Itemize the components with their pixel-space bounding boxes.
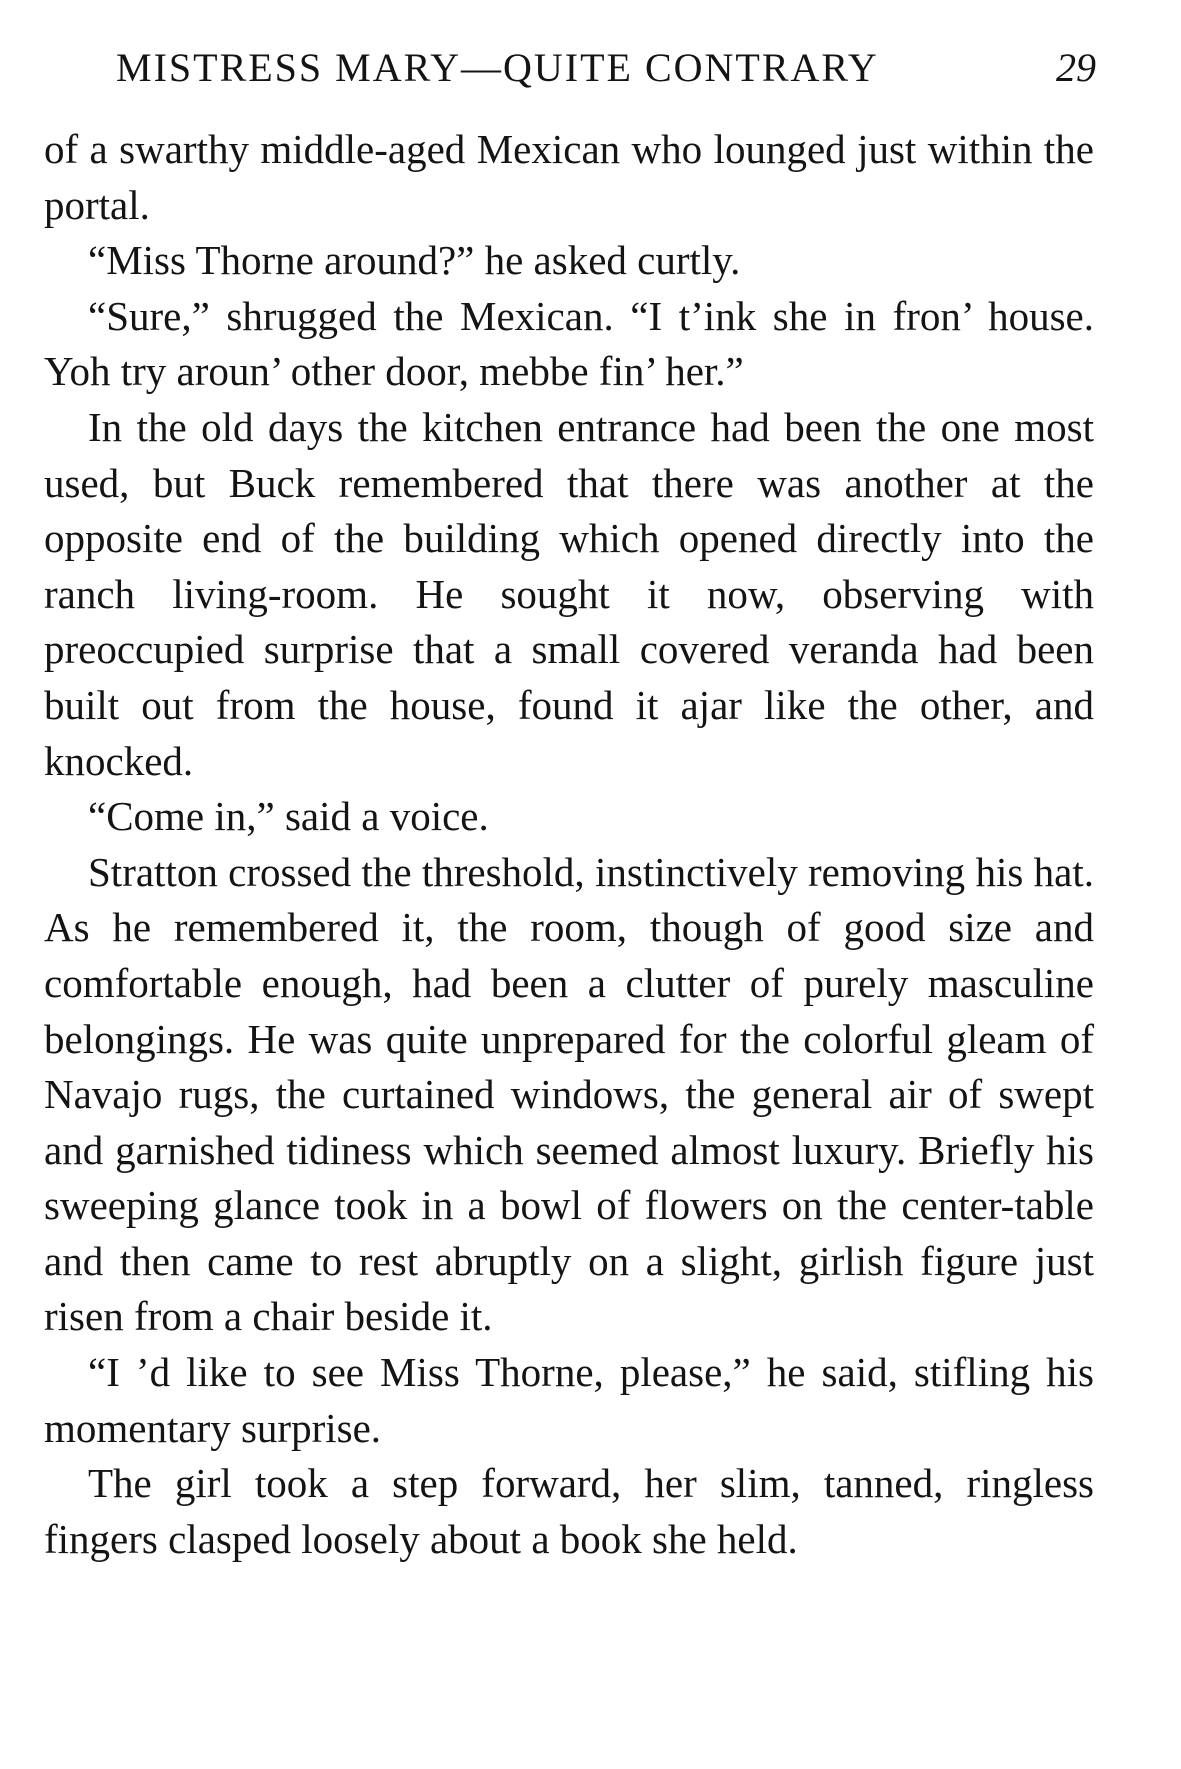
running-head-title: MISTRESS MARY—QUITE CONTRARY (116, 45, 879, 90)
paragraph: The girl took a step forward, her slim, tanned, ringless fingers clasped loosely about a book she held. (44, 1460, 1094, 1562)
paragraph: Stratton crossed the threshold, instinctively removing his hat. As he remembered it, the room, though of good size and comfortable enough, had been a clutter of purely masculine belongings. He was quite unprepared for the colorful gleam of Navajo rugs, the curtained windows, the general air of swept and garnished tidiness which seemed almost luxury. Briefly his sweeping glance took in a bowl of flowers on the center-table and then came to rest abruptly on a slight, girlish figure just risen from a chair beside it. (44, 848, 1094, 1340)
paragraph: In the old days the kitchen entrance had been the one most used, but Buck remembered that there was another at the opposite end of the building which opened directly into the ranch living-room. He sought it now, observing with preoccupied surprise that a small covered veranda had been built out from the house, found it ajar like the other, and knocked. (44, 403, 1094, 784)
body-text (44, 122, 1094, 1567)
paragraph: “Miss Thorne around?” he asked curtly. (88, 237, 741, 284)
paragraph: “Come in,” said a voice. (88, 793, 489, 840)
paragraph: “I ’d like to see Miss Thorne, please,” he said, stifling his momentary surprise. (44, 1349, 1094, 1451)
paragraph: “Sure,” shrugged the Mexican. “I t’ink she in fron’ house. Yoh try aroun’ other door, mebbe fin’ her.” (44, 292, 1094, 395)
running-head (116, 42, 1096, 94)
paragraph-continuation: of a swarthy middle-aged Mexican who lounged just within the portal. (44, 126, 1094, 228)
page-number: 29 (1056, 45, 1096, 90)
